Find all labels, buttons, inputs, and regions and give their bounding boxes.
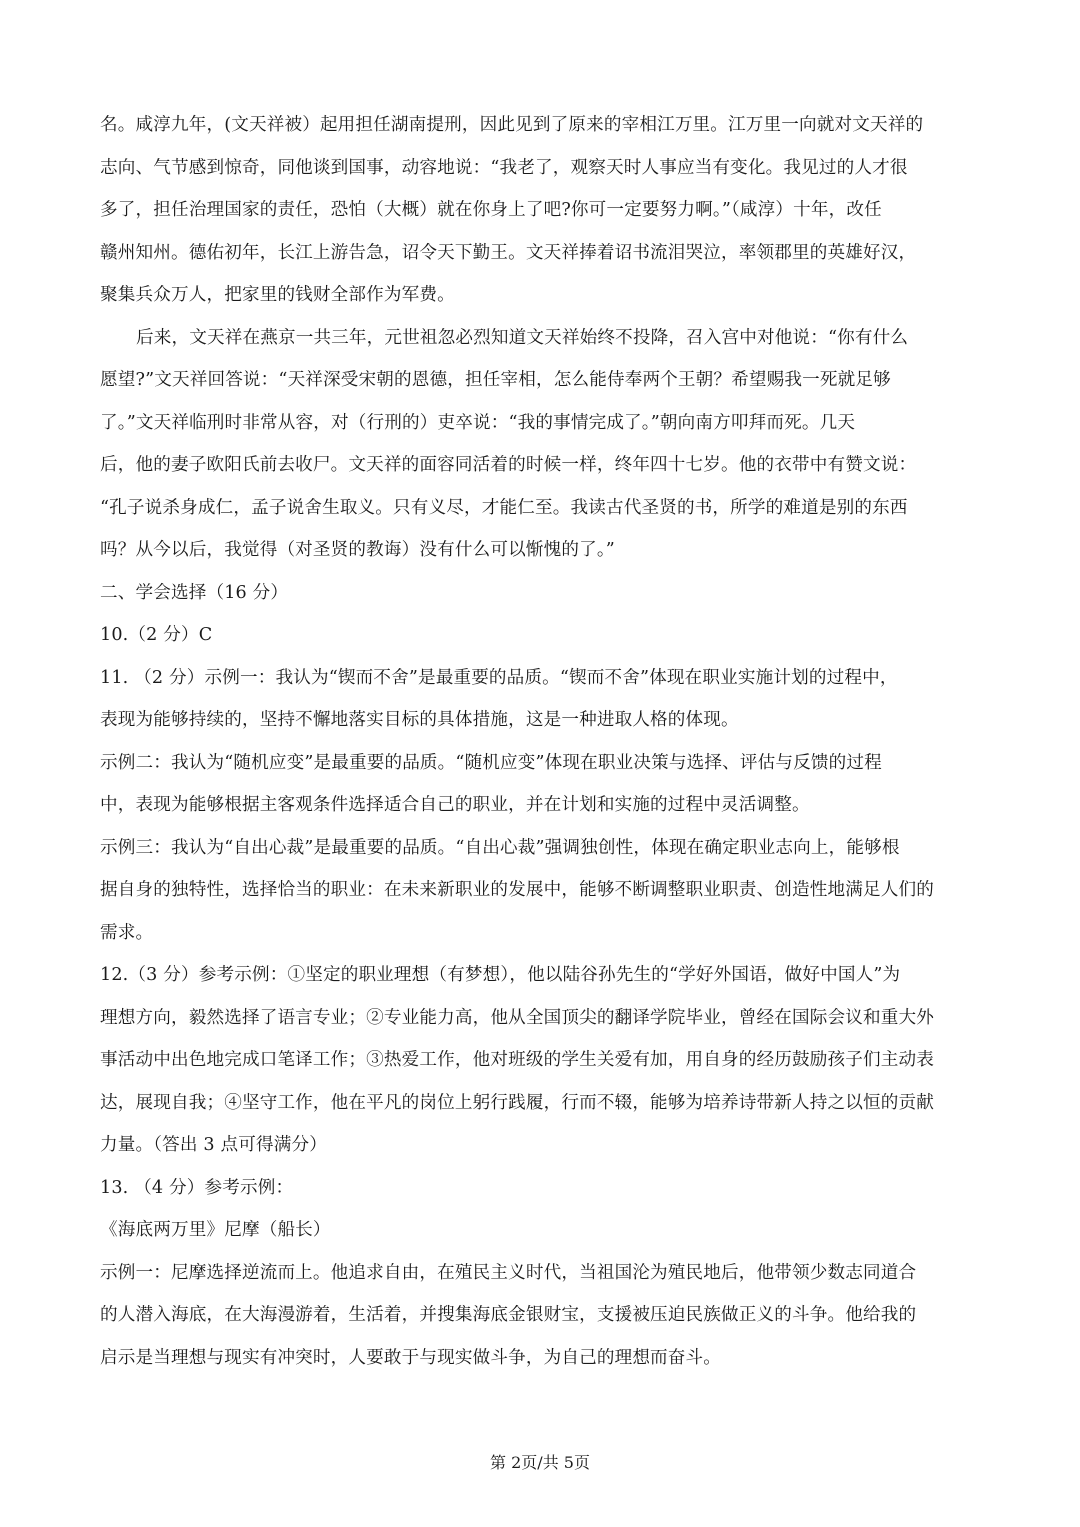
- text-line: 志向、气节感到惊奇，同他谈到国事，动容地说：“我老了，观察天时人事应当有变化。我见过的人才很: [100, 157, 908, 178]
- text-line: 启示是当理想与现实有冲突时，人要敢于与现实做斗争，为自己的理想而奋斗。: [100, 1347, 722, 1368]
- text-line: 《海底两万里》尼摩（船长）: [100, 1220, 331, 1240]
- text-line: 后来，文天祥在燕京一共三年，元世祖忽必烈知道文天祥始终不投降，召入宫中对他说：“你有什么: [136, 327, 909, 348]
- text-line: 的人潜入海底，在大海漫游着，生活着，并搜集海底金银财宝，支援被压迫民族做正义的斗争。他给我的: [100, 1305, 917, 1325]
- text-line: 示例二：我认为“随机应变”是最重要的品质。“随机应变”体现在职业决策与选择、评估与反馈的过程: [100, 752, 882, 773]
- text-line: 示例三：我认为“自出心裁”是最重要的品质。“自出心裁”强调独创性，体现在确定职业志向上，能够根: [100, 837, 900, 858]
- text-line: 理想方向，毅然选择了语言专业；②专业能力高，他从全国顶尖的翻译学院毕业，曾经在国际会议和重大外: [100, 1007, 934, 1028]
- text-line: 聚集兵众万人，把家里的钱财全部作为军费。: [100, 285, 455, 305]
- text-line: 愿望?”文天祥回答说：“天祥深受宋朝的恩德，担任宰相，怎么能侍奉两个王朝？希望赐我一死就足够: [100, 370, 891, 390]
- text-line: “孔子说杀身成仁，孟子说舍生取义。只有义尽，才能仁至。我读古代圣贤的书，所学的难道是别的东西: [100, 497, 908, 518]
- section-heading: 二、学会选择（16 分）: [100, 582, 289, 603]
- answer-13: 13. （4 分）参考示例：: [100, 1177, 294, 1198]
- text-line: 名。咸淳九年，(文天祥被）起用担任湖南提刑，因此见到了原来的宰相江万里。江万里一向就对文天祥的: [100, 115, 924, 135]
- text-line: 中，表现为能够根据主客观条件选择适合自己的职业，并在计划和实施的过程中灵活调整。: [100, 795, 810, 815]
- text-line: 赣州知州。德佑初年，长江上游告急，诏令天下勤王。文天祥捧着诏书流泪哭泣，率领郡里的英雄好汉，: [100, 242, 917, 263]
- text-line: 示例一：尼摩选择逆流而上。他追求自由，在殖民主义时代，当祖国沦为殖民地后，他带领少数志同道合: [100, 1262, 917, 1283]
- text-line: 据自身的独特性，选择恰当的职业：在未来新职业的发展中，能够不断调整职业职责、创造性地满足人们的: [100, 880, 934, 900]
- text-line: 了。”文天祥临刑时非常从容，对（行刑的）吏卒说：“我的事情完成了。”朝向南方叩拜而死。几天: [100, 412, 856, 433]
- text-line: 吗？从今以后，我觉得（对圣贤的教诲）没有什么可以惭愧的了。”: [100, 540, 615, 560]
- text-line: 需求。: [100, 922, 154, 943]
- text-line: 达，展现自我；④坚守工作，他在平凡的岗位上躬行践履，行而不辍，能够为培养诗带新人持之以恒的贡献: [100, 1092, 934, 1113]
- answer-10: 10.（2 分）C: [100, 625, 213, 645]
- text-line: 力量。（答出 3 点可得满分）: [100, 1135, 327, 1155]
- text-line: 多了，担任治理国家的责任，恐怕（大概）就在你身上了吧?你可一定要努力啊。”（咸淳）十年，改任: [100, 200, 882, 220]
- document-body: [100, 104, 986, 1379]
- text-line: 事活动中出色地完成口笔译工作；③热爱工作，他对班级的学生关爱有加，用自身的经历鼓励孩子们主动表: [100, 1050, 934, 1070]
- text-line: 后，他的妻子欧阳氏前去收尸。文天祥的面容同活着的时候一样，终年四十七岁。他的衣带中有赞文说：: [100, 455, 917, 475]
- text-line: 表现为能够持续的，坚持不懈地落实目标的具体措施，这是一种进取人格的体现。: [100, 710, 739, 730]
- page-number-footer: 第 2页/共 5页: [490, 1453, 590, 1472]
- answer-12: 12.（3 分）参考示例：①坚定的职业理想（有梦想），他以陆谷孙先生的“学好外国语，做好中国人”为: [100, 965, 901, 985]
- answer-11: 11. （2 分）示例一：我认为“锲而不舍”是最重要的品质。“锲而不舍”体现在职业实施计划的过程中，: [100, 667, 898, 688]
